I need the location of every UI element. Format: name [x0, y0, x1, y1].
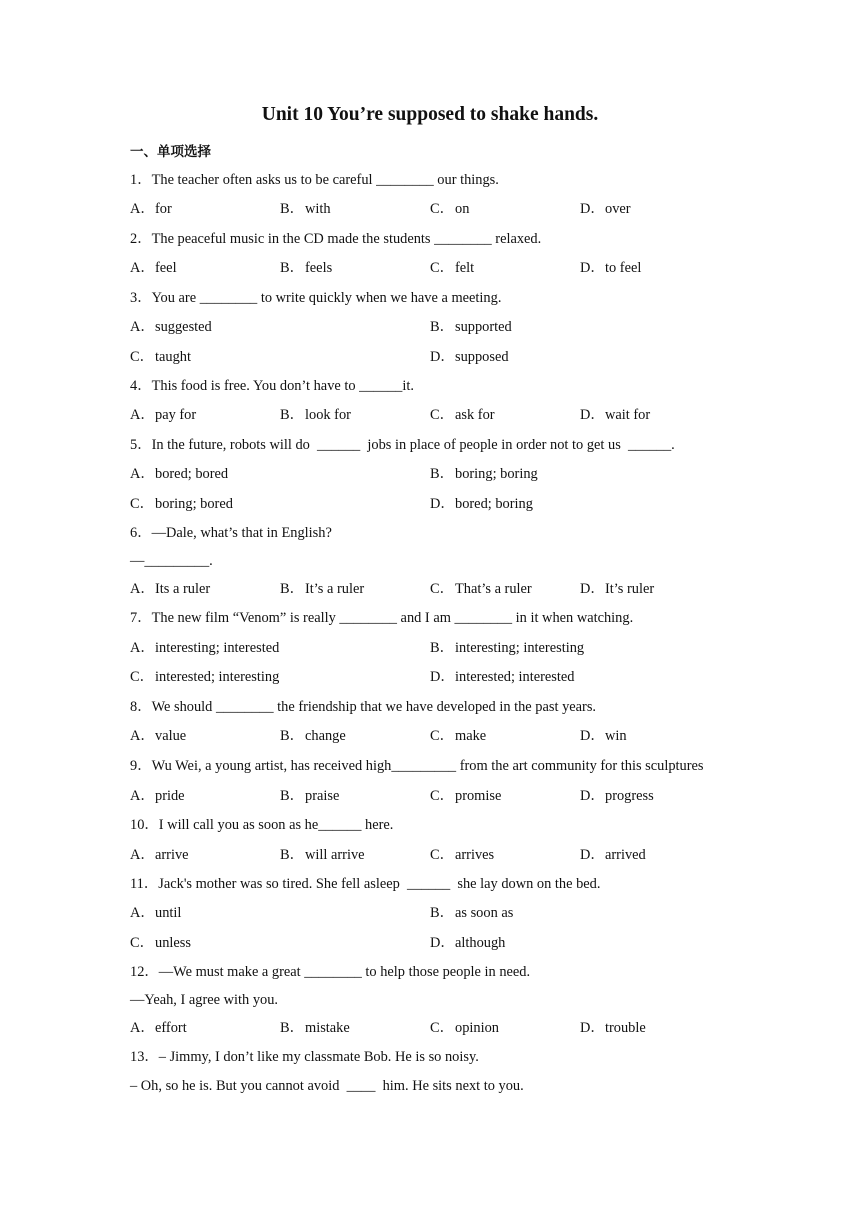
q11-option-d[interactable]: D．although: [430, 935, 506, 951]
q9-option-c[interactable]: C．promise: [430, 788, 502, 804]
q6-option-d[interactable]: D．It’s ruler: [580, 581, 655, 597]
q12-option-c[interactable]: C．opinion: [430, 1020, 499, 1036]
q12-option-b[interactable]: B．mistake: [280, 1020, 350, 1036]
question-12-stem: 12．—We must make a great ________ to help those people in need.: [130, 964, 531, 980]
q3-option-d[interactable]: D．supposed: [430, 349, 509, 365]
q4-option-c[interactable]: C．ask for: [430, 407, 495, 423]
q10-option-b[interactable]: B．will arrive: [280, 847, 365, 863]
q6-option-c[interactable]: C．That’s a ruler: [430, 581, 532, 597]
q11-option-a[interactable]: A．until: [130, 905, 182, 921]
q6-option-b[interactable]: B．It’s a ruler: [280, 581, 365, 597]
q7-option-d[interactable]: D．interested; interested: [430, 669, 575, 685]
q9-option-a[interactable]: A．pride: [130, 788, 185, 804]
q3-option-c[interactable]: C．taught: [130, 349, 191, 365]
q4-option-b[interactable]: B．look for: [280, 407, 351, 423]
question-10-stem: 10．I will call you as soon as he______ here.: [130, 817, 394, 833]
question-7-stem: 7．The new film “Venom” is really ________ and I am ________ in it when watching.: [130, 610, 634, 626]
q10-option-c[interactable]: C．arrives: [430, 847, 495, 863]
q10-option-d[interactable]: D．arrived: [580, 847, 646, 863]
q5-option-d[interactable]: D．bored; boring: [430, 496, 533, 512]
q9-option-b[interactable]: B．praise: [280, 788, 340, 804]
q1-option-b[interactable]: B．with: [280, 201, 331, 217]
question-8-stem: 8．We should ________ the friendship that we have developed in the past years.: [130, 699, 597, 715]
q8-option-d[interactable]: D．win: [580, 728, 627, 744]
question-13-stem: 13．– Jimmy, I don’t like my classmate Bob. He is so noisy.: [130, 1049, 479, 1065]
question-12-stem-2: —Yeah, I agree with you.: [130, 992, 279, 1008]
q5-option-b[interactable]: B．boring; boring: [430, 466, 538, 482]
question-5-stem: 5．In the future, robots will do ______ jobs in place of people in order not to get us ______.: [130, 437, 675, 453]
question-3-stem: 3．You are ________ to write quickly when we have a meeting.: [130, 290, 502, 306]
question-13-stem-2: – Oh, so he is. But you cannot avoid ____ him. He sits next to you.: [130, 1078, 524, 1094]
q5-option-a[interactable]: A．bored; bored: [130, 466, 229, 482]
q9-option-d[interactable]: D．progress: [580, 788, 654, 804]
q12-option-a[interactable]: A．effort: [130, 1020, 187, 1036]
question-9-stem: 9．Wu Wei, a young artist, has received high_________ from the art community for this sculptures: [130, 758, 704, 774]
q1-option-d[interactable]: D．over: [580, 201, 631, 217]
q4-option-a[interactable]: A．pay for: [130, 407, 197, 423]
question-4-stem: 4．This food is free. You don’t have to ______it.: [130, 378, 414, 394]
q4-option-d[interactable]: D．wait for: [580, 407, 651, 423]
q8-option-c[interactable]: C．make: [430, 728, 487, 744]
q1-option-c[interactable]: C．on: [430, 201, 470, 217]
q2-option-d[interactable]: D．to feel: [580, 260, 642, 276]
q3-option-a[interactable]: A．suggested: [130, 319, 212, 335]
q12-option-d[interactable]: D．trouble: [580, 1020, 646, 1036]
q11-option-c[interactable]: C．unless: [130, 935, 191, 951]
q6-option-a[interactable]: A．Its a ruler: [130, 581, 211, 597]
question-1-stem: 1．The teacher often asks us to be careful ________ our things.: [130, 172, 499, 188]
q3-option-b[interactable]: B．supported: [430, 319, 512, 335]
q2-option-b[interactable]: B．feels: [280, 260, 333, 276]
q7-option-a[interactable]: A．interesting; interested: [130, 640, 280, 656]
q7-option-c[interactable]: C．interested; interesting: [130, 669, 280, 685]
q7-option-b[interactable]: B．interesting; interesting: [430, 640, 585, 656]
q1-option-a[interactable]: A．for: [130, 201, 172, 217]
q8-option-a[interactable]: A．value: [130, 728, 187, 744]
section-heading: 一、单项选择: [130, 144, 211, 160]
q2-option-a[interactable]: A．feel: [130, 260, 177, 276]
q8-option-b[interactable]: B．change: [280, 728, 346, 744]
q5-option-c[interactable]: C．boring; bored: [130, 496, 233, 512]
question-2-stem: 2．The peaceful music in the CD made the students ________ relaxed.: [130, 231, 542, 247]
q11-option-b[interactable]: B．as soon as: [430, 905, 514, 921]
document-title: Unit 10 You’re supposed to shake hands.: [261, 104, 599, 125]
question-11-stem: 11．Jack's mother was so tired. She fell asleep ______ she lay down on the bed.: [130, 876, 601, 892]
question-6-stem: 6．—Dale, what’s that in English?: [130, 525, 332, 541]
question-6-stem-2: —_________.: [130, 553, 213, 569]
q2-option-c[interactable]: C．felt: [430, 260, 475, 276]
q10-option-a[interactable]: A．arrive: [130, 847, 189, 863]
